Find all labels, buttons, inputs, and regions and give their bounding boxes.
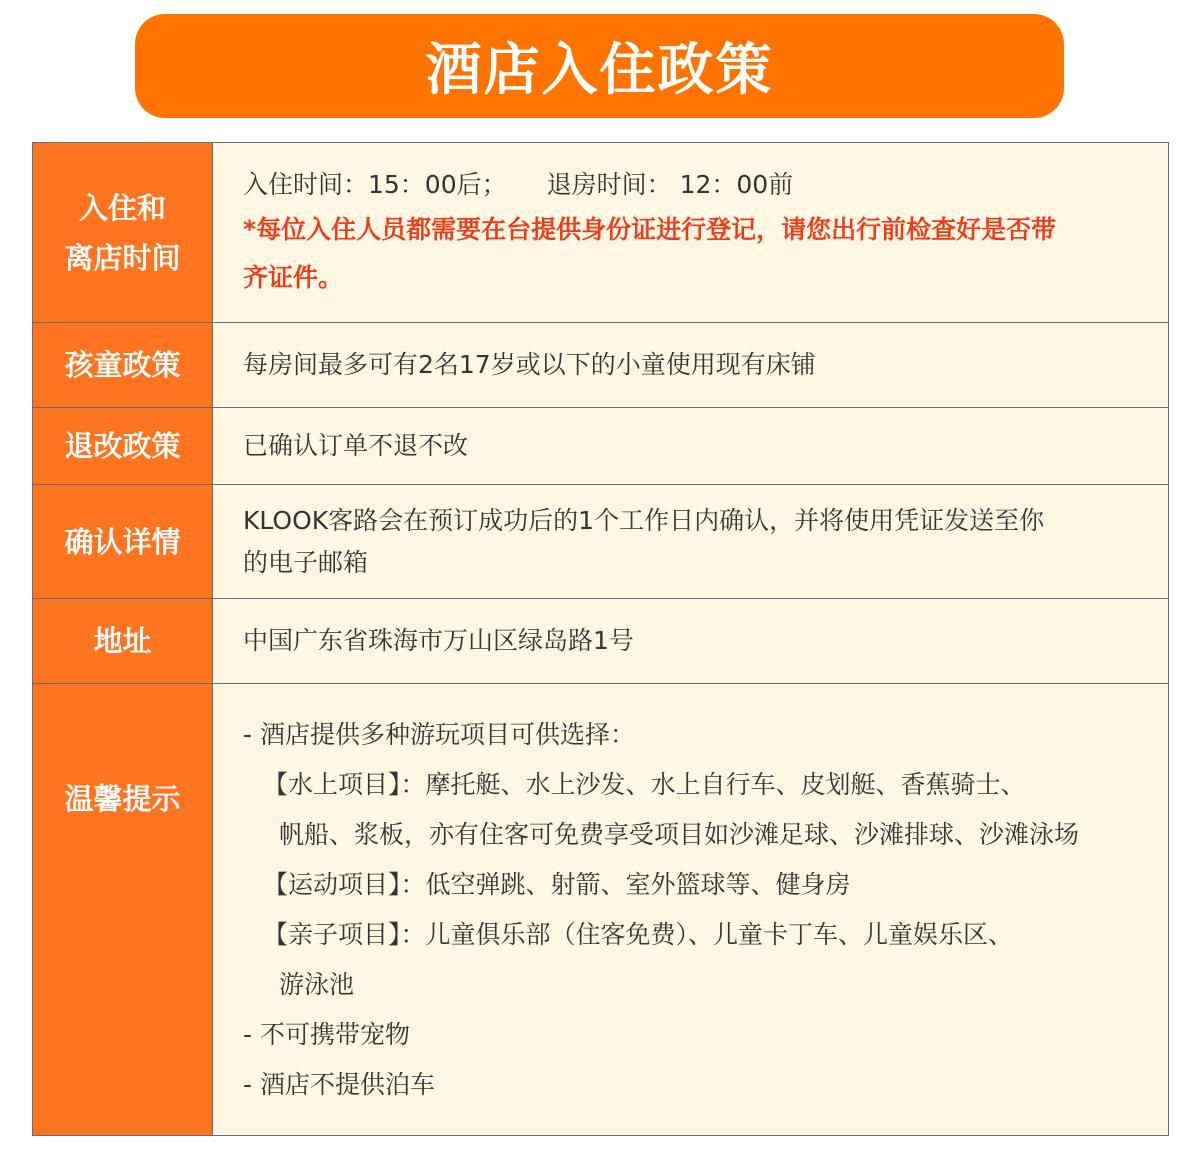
tip-line: - 酒店提供多种游玩项目可供选择： (243, 719, 635, 749)
tip-line: - 酒店不提供泊车 (243, 1069, 435, 1099)
value-confirm (213, 485, 1169, 599)
tip-line: 帆船、浆板，亦有住客可免费享受项目如沙滩足球、沙滩排球、沙滩泳场 (279, 819, 1080, 849)
label-checkin-line2: 离店时间 (64, 240, 181, 275)
row-address (33, 599, 1169, 684)
label-confirm: 确认详情 (33, 485, 213, 599)
value-checkin (213, 143, 1169, 323)
id-notice-line2: 齐证件。 (243, 262, 344, 292)
id-notice (243, 206, 1148, 302)
label-children: 孩童政策 (33, 323, 213, 408)
id-notice-line1: *每位入住人员都需要在台提供身份证进行登记，请您出行前检查好是否带 (243, 214, 1057, 244)
value-confirm-line1: KLOOK客路会在预订成功后的1个工作日内确认，并将使用凭证发送至你 (243, 505, 1045, 535)
value-cancel: 已确认订单不退不改 (213, 408, 1169, 485)
tip-line: - 不可携带宠物 (243, 1019, 410, 1049)
label-checkin-line1: 入住和 (78, 190, 166, 225)
row-children (33, 323, 1169, 408)
label-tips: 温馨提示 (33, 684, 213, 1136)
label-address: 地址 (33, 599, 213, 684)
value-children: 每房间最多可有2名17岁或以下的小童使用现有床铺 (213, 323, 1169, 408)
checkout-time-text: 退房时间： 12：00前 (546, 169, 794, 199)
page-title: 酒店入住政策 (425, 38, 774, 103)
label-cancel: 退改政策 (33, 408, 213, 485)
value-confirm-line2: 的电子邮箱 (243, 547, 369, 577)
checkin-times (243, 164, 1148, 206)
row-confirm (33, 485, 1169, 599)
tip-line: 游泳池 (279, 969, 355, 999)
label-checkin (33, 143, 213, 323)
tip-line: 【运动项目】：低空弹跳、射箭、室外篮球等、健身房 (263, 869, 851, 899)
policy-table (32, 142, 1169, 1136)
row-tips (33, 684, 1169, 1136)
tip-line: 【水上项目】：摩托艇、水上沙发、水上自行车、皮划艇、香蕉骑士、 (263, 769, 1026, 799)
row-cancel (33, 408, 1169, 485)
value-address: 中国广东省珠海市万山区绿岛路1号 (213, 599, 1169, 684)
checkin-time-text: 入住时间：15：00后； (243, 169, 507, 199)
row-checkin (33, 143, 1169, 323)
tip-line: 【亲子项目】：儿童俱乐部（住客免费）、儿童卡丁车、儿童娱乐区、 (263, 919, 1014, 949)
title-banner (135, 14, 1064, 118)
value-tips (213, 684, 1169, 1136)
